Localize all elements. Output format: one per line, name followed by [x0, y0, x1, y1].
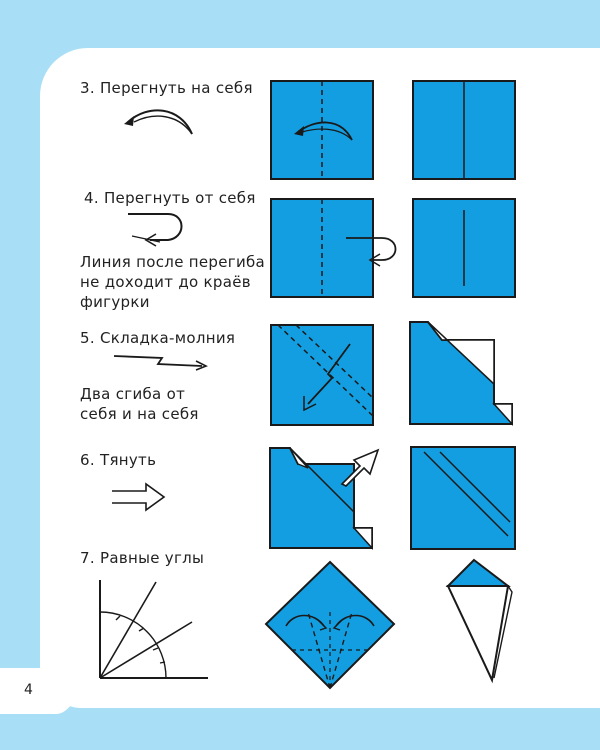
- step-4-square-before: [270, 198, 400, 298]
- step-7-label: 7. Равные углы: [80, 549, 205, 567]
- step-6-square-after: [410, 446, 516, 550]
- page-number: 4: [24, 682, 33, 698]
- pull-arrow-icon: [110, 482, 170, 512]
- equal-angles-diagram: [92, 576, 212, 684]
- step-5-square-after: [408, 320, 516, 426]
- step-4-label: 4. Перегнуть от себя: [84, 189, 256, 207]
- step-6-square-before: [268, 446, 384, 550]
- zigzag-fold-arrow-icon: [112, 350, 212, 372]
- step-5-square-before: [270, 324, 374, 426]
- step-3-square-after: [412, 80, 516, 180]
- step-4-note: Линия после перегиба не доходит до краёв фигурки: [80, 253, 266, 311]
- step-7-diamond: [264, 560, 396, 692]
- step-3-square-before: [270, 80, 374, 180]
- fold-toward-arrow-icon: [120, 100, 200, 140]
- step-7-cone: [446, 556, 518, 684]
- step-4-square-after: [412, 198, 516, 298]
- page-number-tab: [0, 666, 82, 716]
- step-3-label: 3. Перегнуть на себя: [80, 79, 253, 97]
- step-5-label: 5. Складка-молния: [80, 329, 236, 347]
- step-6-label: 6. Тянуть: [80, 451, 157, 469]
- step-5-note: Два сгиба от себя и на себя: [80, 385, 199, 423]
- fold-away-arrow-icon: [120, 208, 200, 256]
